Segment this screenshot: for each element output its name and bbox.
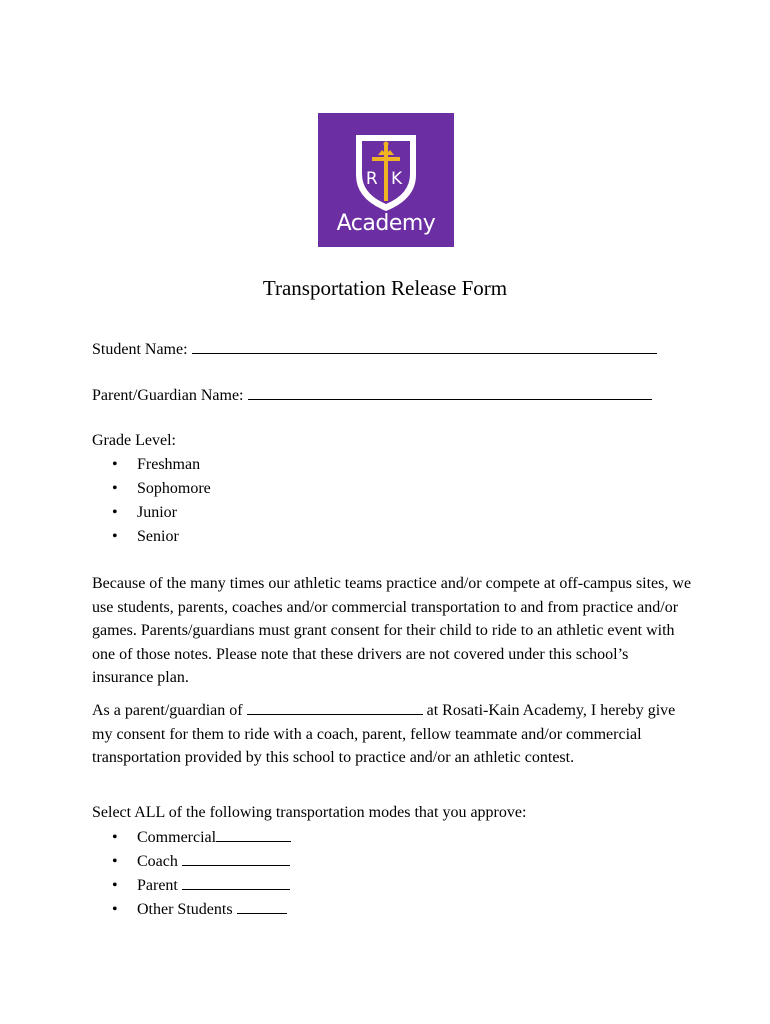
bullet-icon: • — [112, 853, 118, 870]
parent-name-row — [92, 384, 652, 407]
student-blank-field[interactable] — [247, 699, 423, 715]
consent-text-after: at Rosati-Kain Academy, I hereby give my consent for them to ride with a coach, parent, fellow teammate and/or commercial transportation provided by this school to practice and/or an athletic contest. — [92, 702, 676, 766]
commercial-blank[interactable] — [216, 826, 291, 842]
grade-option-sophomore[interactable]: • Sophomore — [112, 478, 211, 500]
consent-paragraph — [92, 699, 692, 770]
student-name-field[interactable] — [192, 338, 657, 354]
consent-text-before: As a parent/guardian of — [92, 702, 243, 719]
student-name-label: Student Name: — [92, 341, 188, 358]
bullet-icon: • — [112, 829, 118, 846]
bullet-icon: • — [112, 528, 118, 545]
grade-option-senior[interactable]: • Senior — [112, 526, 179, 548]
other-students-blank[interactable] — [237, 898, 287, 914]
grade-option-freshman[interactable]: • Freshman — [112, 454, 200, 476]
student-name-row — [92, 338, 657, 361]
parent-name-field[interactable] — [248, 384, 652, 400]
grade-level-label: Grade Level: — [92, 432, 176, 449]
coach-blank[interactable] — [182, 850, 290, 866]
grade-option-junior[interactable]: • Junior — [112, 502, 177, 524]
bullet-icon: • — [112, 480, 118, 497]
mode-option-other-students: • Other Students — [112, 898, 287, 921]
parent-blank[interactable] — [182, 874, 290, 890]
bullet-icon: • — [112, 877, 118, 894]
bullet-icon: • — [112, 504, 118, 521]
intro-paragraph: Because of the many times our athletic teams practice and/or compete at off-campus sites, we use students, parents, coaches and/or commercial transportation to and from practice and/or games. Parents/guardians must grant consent for their child to ride to an athletic event with one of those notes. Please note that these drivers are not covered under this school’s insurance plan. — [92, 575, 692, 686]
bullet-icon: • — [112, 901, 118, 918]
mode-option-commercial: • Commercial — [112, 826, 291, 849]
mode-option-coach: • Coach — [112, 850, 290, 873]
logo-letters: R K — [365, 169, 407, 189]
logo-wordmark: Academy — [336, 211, 436, 236]
bullet-icon: • — [112, 456, 118, 473]
mode-option-parent: • Parent — [112, 874, 290, 897]
page-title: Transportation Release Form — [262, 276, 508, 300]
modes-label: Select ALL of the following transportation modes that you approve: — [92, 804, 527, 821]
parent-name-label: Parent/Guardian Name: — [92, 387, 244, 404]
school-logo — [318, 113, 454, 247]
